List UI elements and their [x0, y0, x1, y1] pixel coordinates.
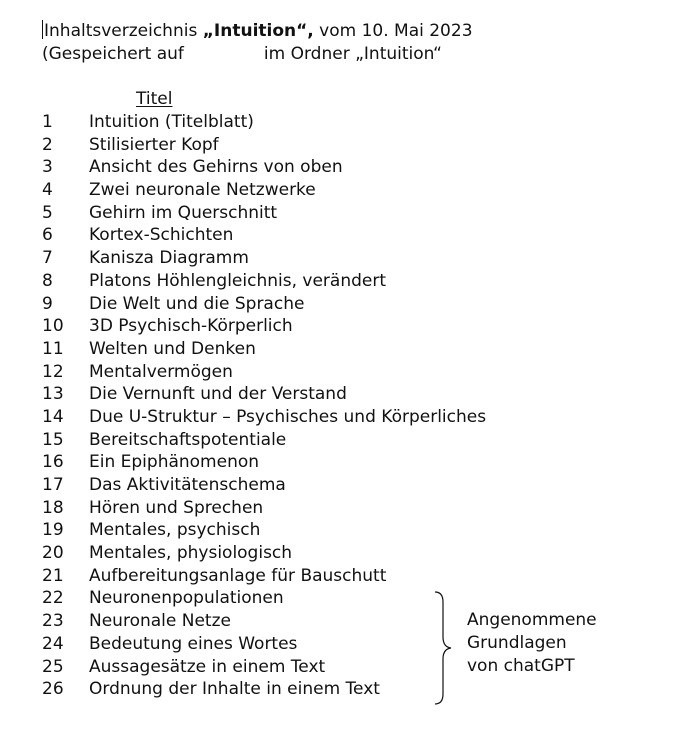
item-number: 1 — [42, 112, 53, 132]
item-number: 8 — [42, 270, 53, 291]
item-title: Zwei neuronale Netzwerke — [89, 180, 316, 201]
list-item — [42, 451, 486, 474]
item-title: Mentales, physiologisch — [89, 543, 293, 564]
item-number: 14 — [42, 406, 64, 427]
item-title: Kanisza Diagramm — [89, 248, 249, 269]
item-number: 13 — [42, 384, 64, 405]
item-number: 18 — [42, 497, 64, 518]
annotation-line: Grundlagen — [467, 633, 567, 653]
item-number: 5 — [42, 202, 53, 223]
storage-note-part1: (Gespeichert auf — [42, 44, 184, 64]
item-number: 12 — [42, 361, 64, 382]
list-item — [42, 134, 486, 157]
item-number: 15 — [42, 429, 64, 450]
list-item — [42, 474, 486, 497]
item-title: Mentales, psychisch — [89, 520, 261, 541]
list-item — [42, 361, 486, 384]
item-title: Das Aktivitätenschema — [89, 475, 286, 495]
list-item — [42, 565, 486, 588]
item-title: Neuronale Netze — [89, 611, 231, 632]
item-title: Due U-Struktur – Psychisches und Körperliches — [89, 406, 487, 427]
list-item — [42, 111, 486, 134]
item-number: 10 — [42, 316, 64, 337]
text-cursor — [42, 20, 43, 39]
item-number: 7 — [42, 248, 53, 269]
item-number: 3 — [42, 157, 53, 178]
list-item — [42, 406, 486, 429]
item-title: Aufbereitungsanlage für Bauschutt — [89, 565, 387, 586]
item-title: Welten und Denken — [89, 338, 256, 359]
list-item — [42, 587, 486, 610]
item-number: 23 — [42, 611, 64, 632]
item-title: Hören und Sprechen — [89, 497, 264, 518]
annotation-line: von chatGPT — [467, 656, 575, 676]
heading-date: vom 10. Mai 2023 — [313, 21, 473, 41]
item-number: 25 — [42, 656, 64, 677]
item-number: 2 — [42, 134, 53, 155]
heading-prefix: Inhaltsverzeichnis — [44, 21, 203, 41]
chatgpt-annotation — [467, 609, 597, 678]
item-title: Stilisierter Kopf — [89, 134, 219, 155]
item-title: Ansicht des Gehirns von oben — [89, 157, 343, 178]
item-number: 9 — [42, 293, 53, 314]
item-number: 22 — [42, 588, 64, 609]
list-item — [42, 293, 486, 316]
list-item — [42, 224, 486, 247]
toc-list — [42, 111, 486, 701]
item-title: Bereitschaftspotentiale — [89, 429, 287, 450]
list-item — [42, 633, 486, 656]
item-number: 4 — [42, 180, 53, 201]
storage-note-part2: im Ordner „Intuition“ — [263, 44, 442, 64]
list-item — [42, 383, 486, 406]
item-number: 21 — [42, 565, 64, 586]
item-title: Platons Höhlengleichnis, verändert — [89, 270, 386, 291]
item-number: 16 — [42, 452, 64, 473]
item-title: Die Vernunft und der Verstand — [89, 384, 347, 405]
list-item — [42, 542, 486, 565]
list-item — [42, 610, 486, 633]
list-item — [42, 497, 486, 520]
list-item — [42, 202, 486, 225]
item-number: 26 — [42, 679, 64, 700]
annotation-line: Angenommene — [467, 610, 597, 630]
heading-title-bold: „Intuition“, — [202, 21, 314, 41]
item-title: Kortex-Schichten — [89, 225, 234, 246]
item-number: 6 — [42, 225, 53, 246]
list-item — [42, 315, 486, 338]
list-item — [42, 429, 486, 452]
item-title: Die Welt und die Sprache — [89, 293, 305, 314]
document-heading — [42, 20, 473, 42]
list-item — [42, 179, 486, 202]
item-title: Gehirn im Querschnitt — [89, 202, 278, 223]
item-title: Ein Epiphänomenon — [89, 452, 260, 473]
list-item — [42, 270, 486, 293]
item-number: 24 — [42, 633, 64, 654]
item-number: 11 — [42, 338, 64, 359]
list-item — [42, 519, 486, 542]
item-title: Bedeutung eines Wortes — [89, 633, 298, 654]
item-number: 17 — [42, 475, 64, 495]
storage-note — [42, 43, 442, 65]
item-number: 19 — [42, 520, 64, 541]
item-title: Mentalvermögen — [89, 361, 233, 382]
curly-brace-icon — [432, 590, 456, 706]
item-title: Aussagesätze in einem Text — [89, 656, 326, 677]
item-title: 3D Psychisch-Körperlich — [89, 316, 293, 337]
item-title: Neuronenpopulationen — [89, 588, 284, 609]
item-number: 20 — [42, 543, 64, 564]
item-title: Intuition (Titelblatt) — [89, 112, 254, 132]
list-item — [42, 656, 486, 679]
list-item — [42, 338, 486, 361]
item-title: Ordnung der Inhalte in einem Text — [89, 679, 380, 700]
list-item — [42, 156, 486, 179]
list-item — [42, 678, 486, 701]
column-title: Titel — [136, 89, 173, 109]
list-item — [42, 247, 486, 270]
